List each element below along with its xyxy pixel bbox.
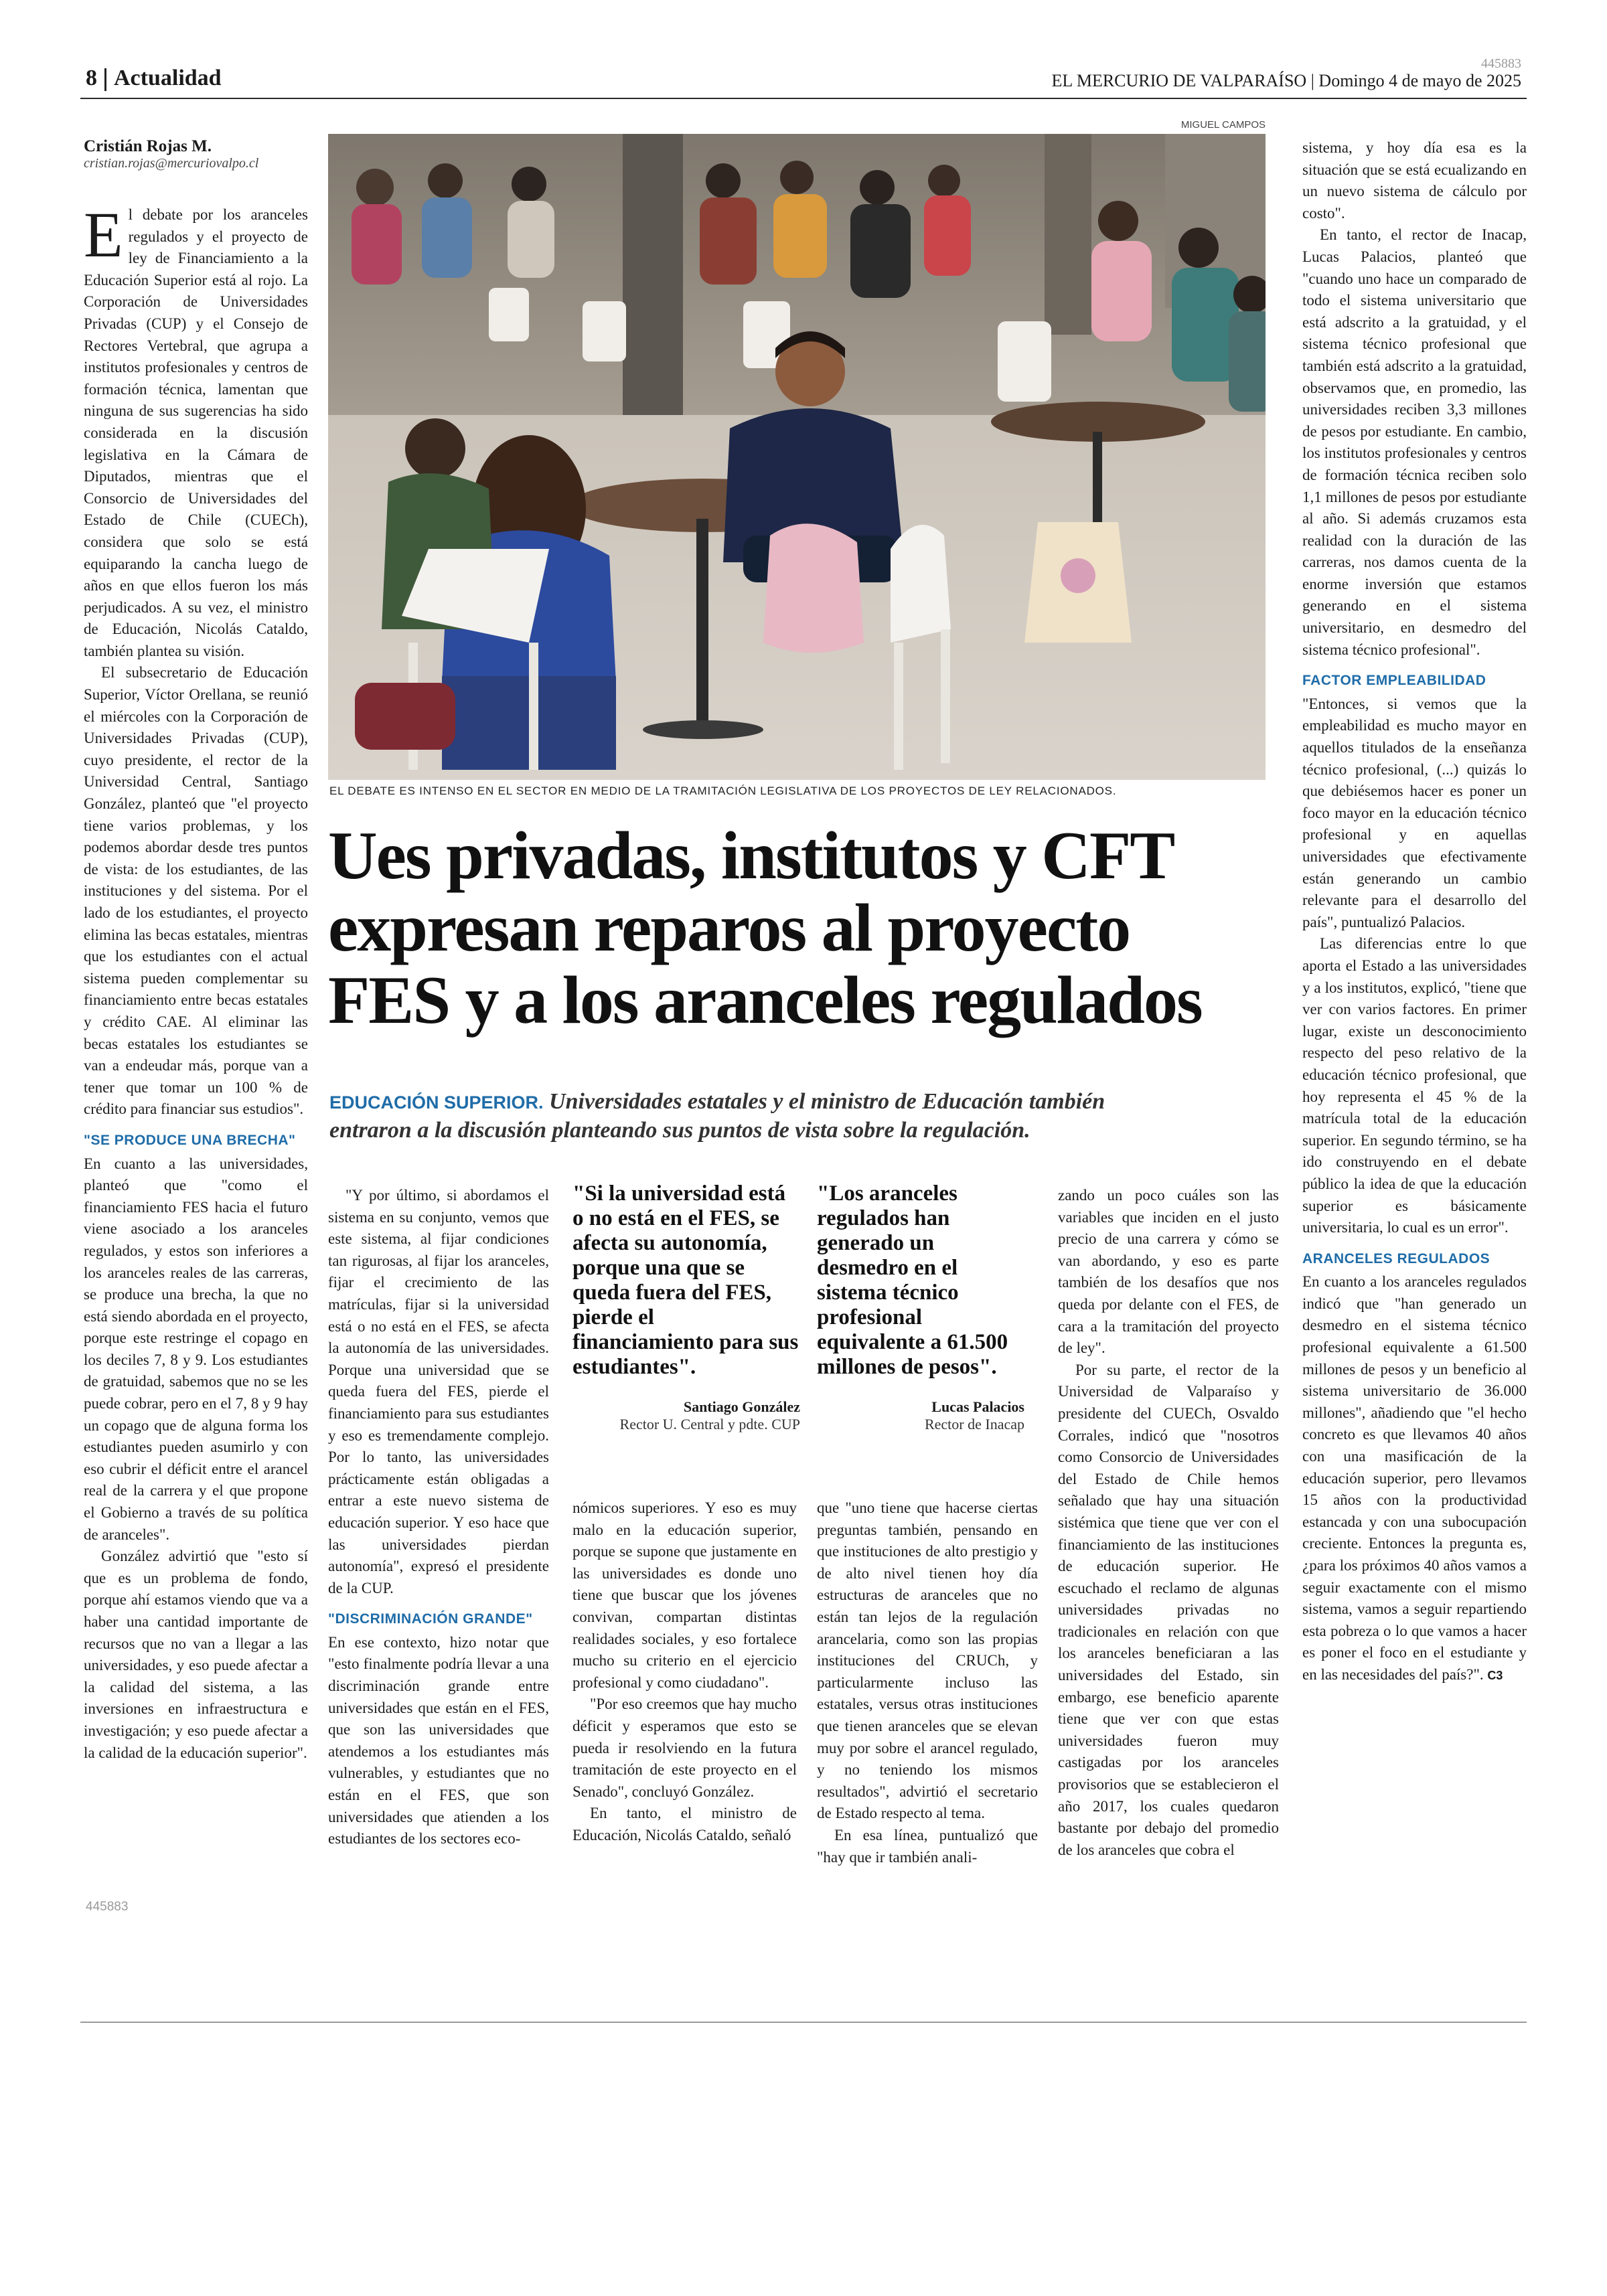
quote-role: Rector U. Central y pdte. CUP	[619, 1416, 800, 1432]
paragraph: que "uno tiene que hacerse ciertas preguntas también, pensando en que instituciones de alto prestigio y de alto nivel tienen hoy día estructuras de aranceles que no están tan lejos de la regulación arancelaria, como son las propias instituciones del CRUCh, y particularmente incluso las estatales, versus otras instituciones que tienen aranceles que se elevan muy por sobre el arancel regulado, y no teniendo los mismos resultados", advirtió el secretario de Estado respecto al tema.	[817, 1499, 1038, 1822]
quote-text: "Los aranceles regulados han generado un desmedro en el sistema técnico profesional equivalente a 61.500 millones de pesos".	[817, 1181, 1008, 1379]
paragraph	[84, 199, 308, 662]
main-photo	[328, 134, 1266, 780]
lead-text-2: entraron a la discusión planteando sus puntos de vista sobre la regulación.	[329, 1118, 1030, 1143]
paragraph: "Entonces, si vemos que la empleabilidad es mucho mayor en aquellos titulados de la enseñanza técnico profesional, (...) quizás lo que debiésemos hacer es poner un foco mayor en la educación técnico profesional y en aquellas universidades que efectivamente están generando un cambio relevante para el desarrollo del país", puntualizó Palacios.	[1302, 695, 1527, 930]
headline	[328, 820, 1279, 1037]
photo-caption: EL DEBATE ES INTENSO EN EL SECTOR EN MEDIO DE LA TRAMITACIÓN LEGISLATIVA DE LOS PROYECTOS DE LEY RELACIONADOS.	[329, 785, 1117, 797]
paragraph: Las diferencias entre lo que aporta el Estado a las universidades y a los institutos, explicó, "tiene que ver con varios factores. En primer lugar, existe un desconocimiento respecto del peso relativo de la educación técnico profesional, que hoy representa el 45 % de la matrícula total de la educación superior. En segundo término, se ha ido construyendo en el debate público la idea de que la educación superior es básicamente universitaria, lo cual es un error".	[1302, 935, 1527, 1236]
photo-credit: MIGUEL CAMPOS	[1180, 119, 1266, 131]
dropcap: E	[84, 199, 123, 270]
paragraph: En tanto, el ministro de Educación, Nicolás Cataldo, señaló	[572, 1805, 797, 1843]
header-rule	[80, 98, 1527, 99]
paragraph-text: l debate por los aranceles regulados y el proyecto de ley de Financiamiento a la Educación Superior está al rojo. La Corporación de Universidades Privadas (CUP) y el Consejo de Rectores Vertebral, que agrupa a institutos profesionales y centros de formación técnica, lamentan que ninguna de sus sugerencias ha sido considerada en la discusión legislativa en la Cámara de Diputados, mientras que el Consorcio de Universidades del Estado de Chile (CUECh), considera que solo se está equiparando la cancha luego de años en que ellos fueron los más perjudicados. A su vez, el ministro de Educación, Nicolás Cataldo, también plantea su visión.	[84, 206, 308, 659]
paragraph: nómicos superiores. Y eso es muy malo en la educación superior, porque se supone que justamente en las universidades es donde uno tiene que buscar que los jóvenes convivan, compartan distintas realidades sociales, y eso fortalece mucho su criterio en el ejercicio profesional y como ciudadano".	[572, 1499, 797, 1691]
paragraph: El subsecretario de Educación Superior, Víctor Orellana, se reunió el miércoles con la Corporación de Universidades Privadas (CUP), cuyo presidente, el rector de la Universidad Central, Santiago González, planteó que "el proyecto tiene varios problemas, y los podemos abordar desde tres puntos de vista: de los estudiantes, de las instituciones y del sistema. Por el lado de los estudiantes, el proyecto elimina las becas estatales, mientras que los estudiantes con el actual sistema pueden complementar su financiamiento entre becas estatales y crédito CAE. Al eliminar las becas estatales los estudiantes se van a endeudar más, porque van a tener que tomar un 100 % de crédito para financiar sus estudios".	[84, 664, 308, 1118]
paragraph: zando un poco cuáles son las variables que inciden en el justo precio de una carrera y cómo se van abordando, y eso es parte también de los desafíos que nos queda por delante con el FES, de cara a la tramitación del proyecto de ley".	[1058, 1187, 1279, 1357]
subheading: "SE PRODUCE UNA BRECHA"	[84, 1132, 296, 1148]
byline-author: Cristián Rojas M.	[84, 137, 212, 155]
publication-name: EL MERCURIO DE VALPARAÍSO	[1051, 71, 1307, 90]
column-3	[572, 1497, 797, 1847]
end-mark: C3	[1487, 1668, 1503, 1682]
paragraph-text: En cuanto a los aranceles regulados indicó que "han generado un desmedro en el sistema técnico profesional equivalente a 61.500 millones de pesos y un beneficio al sistema universitario de 36.000 millones", añadiendo que "el hecho concreto es que llevamos 40 años con una masificación de la educación superior, pero llevamos 15 años con la productividad estancada y con una subocupación creciente. Entonces la pregunta es, ¿para los próximos 40 años vamos a seguir exactamente con el mismo sistema, vamos a seguir repartiendo esta pobreza o lo que vamos a hacer es poner el foco en el estudiante y en las necesidades del país?".	[1302, 1273, 1527, 1683]
headline-line-2: expresan reparos al proyecto	[328, 890, 1130, 966]
lead-text-1: Universidades estatales y el ministro de Educación también	[549, 1089, 1105, 1114]
column-2	[328, 1185, 549, 1850]
paragraph: "Por eso creemos que hay mucho déficit y esperamos que esto se pueda ir resolviendo en la futura tramitación de este proyecto en el Senado", concluyó González.	[572, 1696, 797, 1800]
paragraph: En tanto, el rector de Inacap, Lucas Palacios, planteó que "cuando uno hace un comparado de todo el sistema universitario que está adscrito a la gratuidad, y el sistema técnico profesional que también está adscrito a la gratuidad, observamos que, en promedio, las universidades reciben 3,3 millones de pesos por estudiante. En cambio, los institutos profesionales y centros de formación técnica reciben solo 1,1 millones de pesos por estudiante al año. Si además cruzamos esta realidad con la duración de las carreras, nos damos cuenta de la enorme inversión que estamos generando en el sistema universitario, en desmedro del sistema técnico profesional".	[1302, 226, 1527, 658]
paragraph: Por su parte, el rector de la Universidad de Valparaíso y presidente del CUECh, Osvaldo Corrales, indicó que "nosotros como Consorcio de Universidades del Estado de Chile hemos señalado que hay una situación sistémica que tiene que ver con el financiamiento de las instituciones de educación superior. He escuchado el reclamo de algunas universidades privadas no tradicionales en relación con que los aranceles beneficiaran a las universidades del Estado, sin embargo, ese beneficio aparente tiene que ver con que estas universidades fueron muy castigadas por los aranceles provisorios que se establecieron el año 2017, los cuales quedaron bastante por debajo del promedio de los aranceles que cobra el	[1058, 1361, 1279, 1858]
headline-line-1: Ues privadas, institutos y CFT	[328, 818, 1174, 894]
publication-date: Domingo 4 de mayo de 2025	[1318, 71, 1521, 90]
paragraph: En ese contexto, hizo notar que "esto finalmente podría llevar a una discriminación grande entre universidades que están en el FES, que son las universidades que atendemos a los estudiantes más vulnerables, y estudiantes que no están en el FES, que son universidades que atienden a los estudiantes de los sectores eco-	[328, 1633, 549, 1848]
byline-email: cristian.rojas@mercuriovalpo.cl	[84, 156, 259, 171]
column-5	[1058, 1185, 1279, 1861]
column-4	[817, 1497, 1038, 1868]
header-divider	[104, 68, 106, 91]
page-number: 8	[86, 66, 97, 90]
quote-role: Rector de Inacap	[924, 1416, 1024, 1432]
lead	[329, 1088, 1280, 1145]
date-divider: |	[1310, 71, 1319, 90]
paragraph: sistema, y hoy día esa es la situación que se está ecualizando en un nuevo sistema de cálculo por costo".	[1302, 139, 1527, 222]
quote-name: Santiago González	[683, 1398, 800, 1415]
column-1	[84, 199, 308, 1764]
pull-quote-1	[572, 1181, 800, 1433]
students-photo-illustration	[328, 134, 1266, 780]
subheading: FACTOR EMPLEABILIDAD	[1302, 673, 1486, 689]
paragraph: En cuanto a las universidades, planteó que "como el financiamiento FES hacia el futuro viene asociado a los aranceles regulados, y estos son inferiores a los aranceles reales de las carreras, se produce una brecha, la que no está siendo abordada en el proyecto, porque este restringe el copago en los deciles 7, 8 y 9. Los estudiantes de gratuidad, sabemos que no se les puede cobrar, pero en el 7, 8 y 9 hay un copago que de alguna forma los estudiantes pueden asumirlo y con eso cubrir el déficit entre el arancel real de la carrera y el que propone el Gobierno a través de su política de aranceles".	[84, 1155, 308, 1543]
headline-line-3: FES y a los aranceles regulados	[328, 963, 1202, 1038]
header-code: 445883	[1481, 56, 1521, 71]
paragraph: "Y por último, si abordamos el sistema en su conjunto, vemos que este sistema, al fijar condiciones tan rigurosas, al fijar los aranceles, fijar el crecimiento de las matrículas, fijar si la universidad está o no está en el FES, se afecta la autonomía de las universidades. Porque una universidad que se queda fuera del FES, pierde el financiamiento para sus estudiantes y eso es tremendamente complejo. Por lo tanto, las universidades prácticamente están obligadas a entrar a este nuevo sistema de educación superior. Y eso hace que las universidades pierdan autonomía", expresó el presidente de la CUP.	[328, 1187, 549, 1596]
paragraph	[1302, 1271, 1527, 1686]
lead-label: EDUCACIÓN SUPERIOR.	[329, 1092, 544, 1113]
quote-name: Lucas Palacios	[931, 1398, 1024, 1415]
paragraph: En esa línea, puntualizó que "hay que ir también anali-	[817, 1826, 1038, 1866]
subheading: ARANCELES REGULADOS	[1302, 1250, 1490, 1266]
pull-quote-2	[817, 1181, 1024, 1433]
quote-text: "Si la universidad está o no está en el FES, se afecta su autonomía, porque una que se queda fuera del FES, pierde el financiamiento para sus estudiantes".	[572, 1181, 799, 1379]
publication-line	[1052, 71, 1521, 91]
column-6	[1302, 137, 1527, 1687]
byline	[84, 137, 311, 171]
subheading: "DISCRIMINACIÓN GRANDE"	[328, 1611, 533, 1627]
bottom-rule	[80, 2022, 1527, 2023]
section-title: Actualidad	[114, 66, 222, 90]
paragraph: González advirtió que "esto sí que es un problema de fondo, porque ahí estamos viendo que va a haber una cantidad importante de recursos que no van a llegar a las universidades, y eso puede afectar a la calidad del sistema, a las inversiones en infraestructura e investigación; y eso puede afectar a la calidad de la educación superior".	[84, 1548, 308, 1761]
header	[80, 56, 1527, 96]
column-1-code: 445883	[86, 1900, 129, 1914]
